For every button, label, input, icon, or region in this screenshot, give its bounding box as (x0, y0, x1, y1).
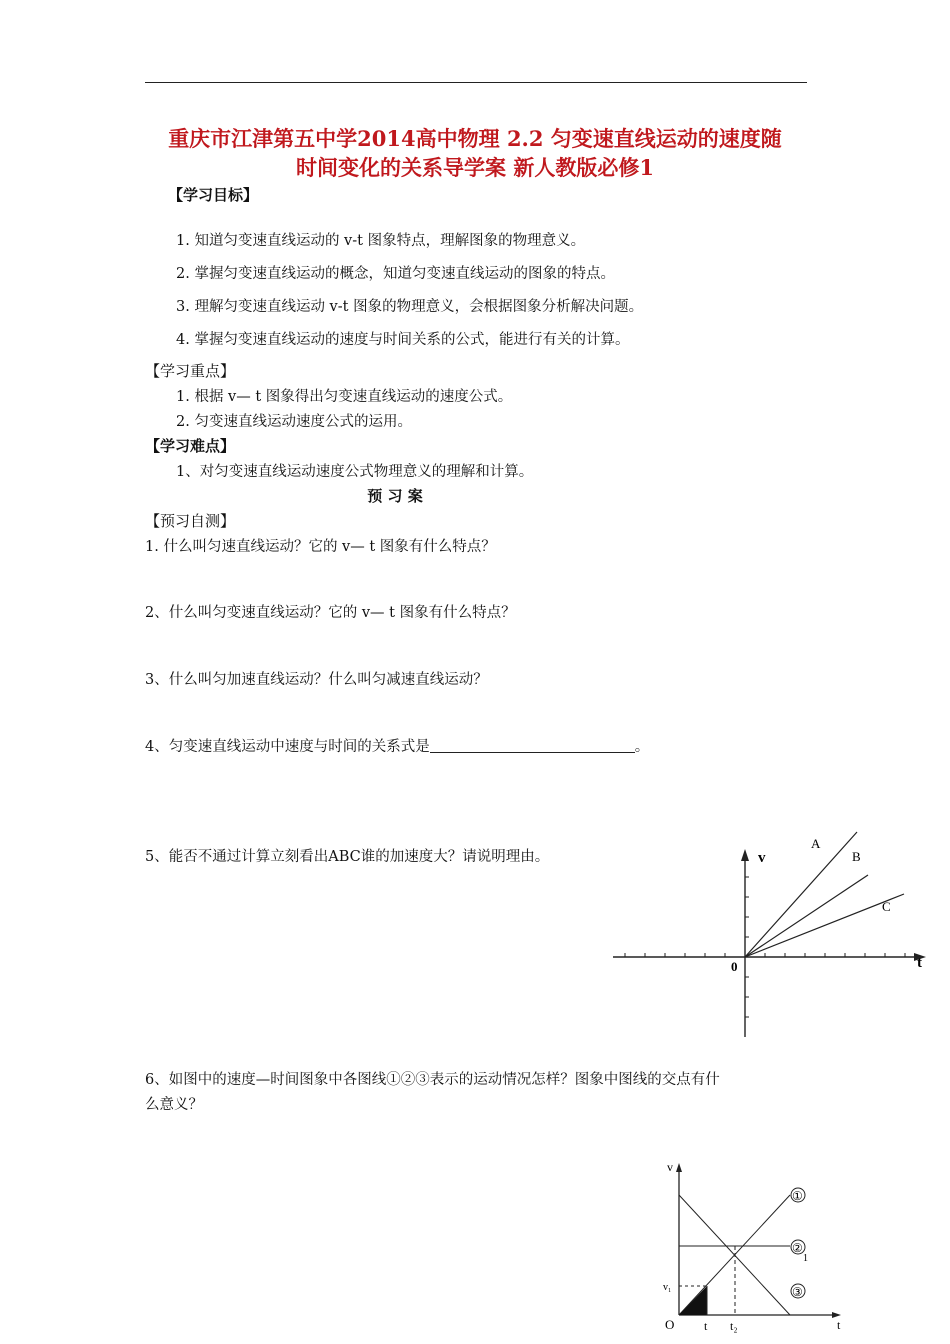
axis-v-label: v (758, 850, 766, 866)
extra-mark: 1 (803, 1253, 808, 1264)
axis-t-label: t (837, 1318, 841, 1332)
axis-v-label: v (667, 1160, 673, 1174)
question-6-line1: 6、如图中的速度—时间图象中各图线①②③表示的运动情况怎样？图象中图线的交点有什 (145, 1072, 720, 1088)
goal-item-1: 1. 知道匀变速直线运动的 v-t 图象特点，理解图象的物理意义。 (176, 233, 586, 249)
key-points-heading: 【学习重点】 (145, 362, 236, 380)
t1-label: t (704, 1319, 708, 1333)
v-axis-arrow (741, 849, 749, 861)
header-rule (145, 82, 807, 83)
goal-item-2: 2. 掌握匀变速直线运动的概念，知道匀变速直线运动的图象的特点。 (176, 266, 615, 282)
goal-item-3: 3. 理解匀变速直线运动 v-t 图象的物理意义，会根据图象分析解决问题。 (176, 299, 644, 315)
question-1: 1. 什么叫匀速直线运动？它的 v— t 图象有什么特点？ (145, 539, 496, 555)
question-3: 3、什么叫匀加速直线运动？什么叫匀减速直线运动？ (145, 672, 488, 688)
v-axis-arrow (676, 1163, 682, 1172)
label-2: ② (792, 1241, 803, 1255)
origin-label: 0 (731, 959, 738, 974)
preview-subheading: 【预习自测】 (145, 512, 236, 530)
goals-heading: 【学习目标】 (168, 186, 259, 204)
axis-t-label: t (917, 955, 922, 971)
question-6-line2: 么意义？ (145, 1097, 203, 1113)
label-a: A (811, 836, 821, 851)
question-4-suffix: 。 (634, 739, 650, 755)
difficulties-heading: 【学习难点】 (145, 437, 236, 455)
shaded-area (679, 1286, 707, 1315)
key-point-1: 1. 根据 v— t 图象得出匀变速直线运动的速度公式。 (176, 389, 513, 405)
origin-label: O (665, 1317, 675, 1332)
difficulty-1: 1、对匀变速直线运动速度公式物理意义的理解和计算。 (176, 464, 534, 480)
doc-title-line2: 时间变化的关系导学案 新人教版必修1 (296, 155, 654, 180)
question-4-prefix: 4、匀变速直线运动中速度与时间的关系式是 (145, 739, 430, 755)
question-4 (145, 735, 649, 756)
answer-blank (430, 738, 635, 753)
question-2: 2、什么叫匀变速直线运动？它的 v— t 图象有什么特点？ (145, 605, 516, 621)
goal-item-4: 4. 掌握匀变速直线运动的速度与时间关系的公式，能进行有关的计算。 (176, 332, 630, 348)
label-1: ① (792, 1189, 803, 1203)
figure-intersect-graph (655, 1155, 860, 1335)
label-b: B (852, 849, 861, 864)
label-c: C (882, 899, 891, 914)
v1-label: v₁ (663, 1282, 672, 1293)
label-3: ③ (792, 1285, 803, 1299)
figure-abc-graph (608, 825, 938, 1045)
t2-label: t₂ (730, 1319, 738, 1333)
preview-heading: 预 习 案 (367, 487, 423, 505)
doc-title-line1: 重庆市江津第五中学2014高中物理 2.2 匀变速直线运动的速度随 (168, 126, 782, 151)
question-5: 5、能否不通过计算立刻看出ABC谁的加速度大？请说明理由。 (145, 849, 550, 865)
key-point-2: 2. 匀变速直线运动速度公式的运用。 (176, 414, 412, 430)
